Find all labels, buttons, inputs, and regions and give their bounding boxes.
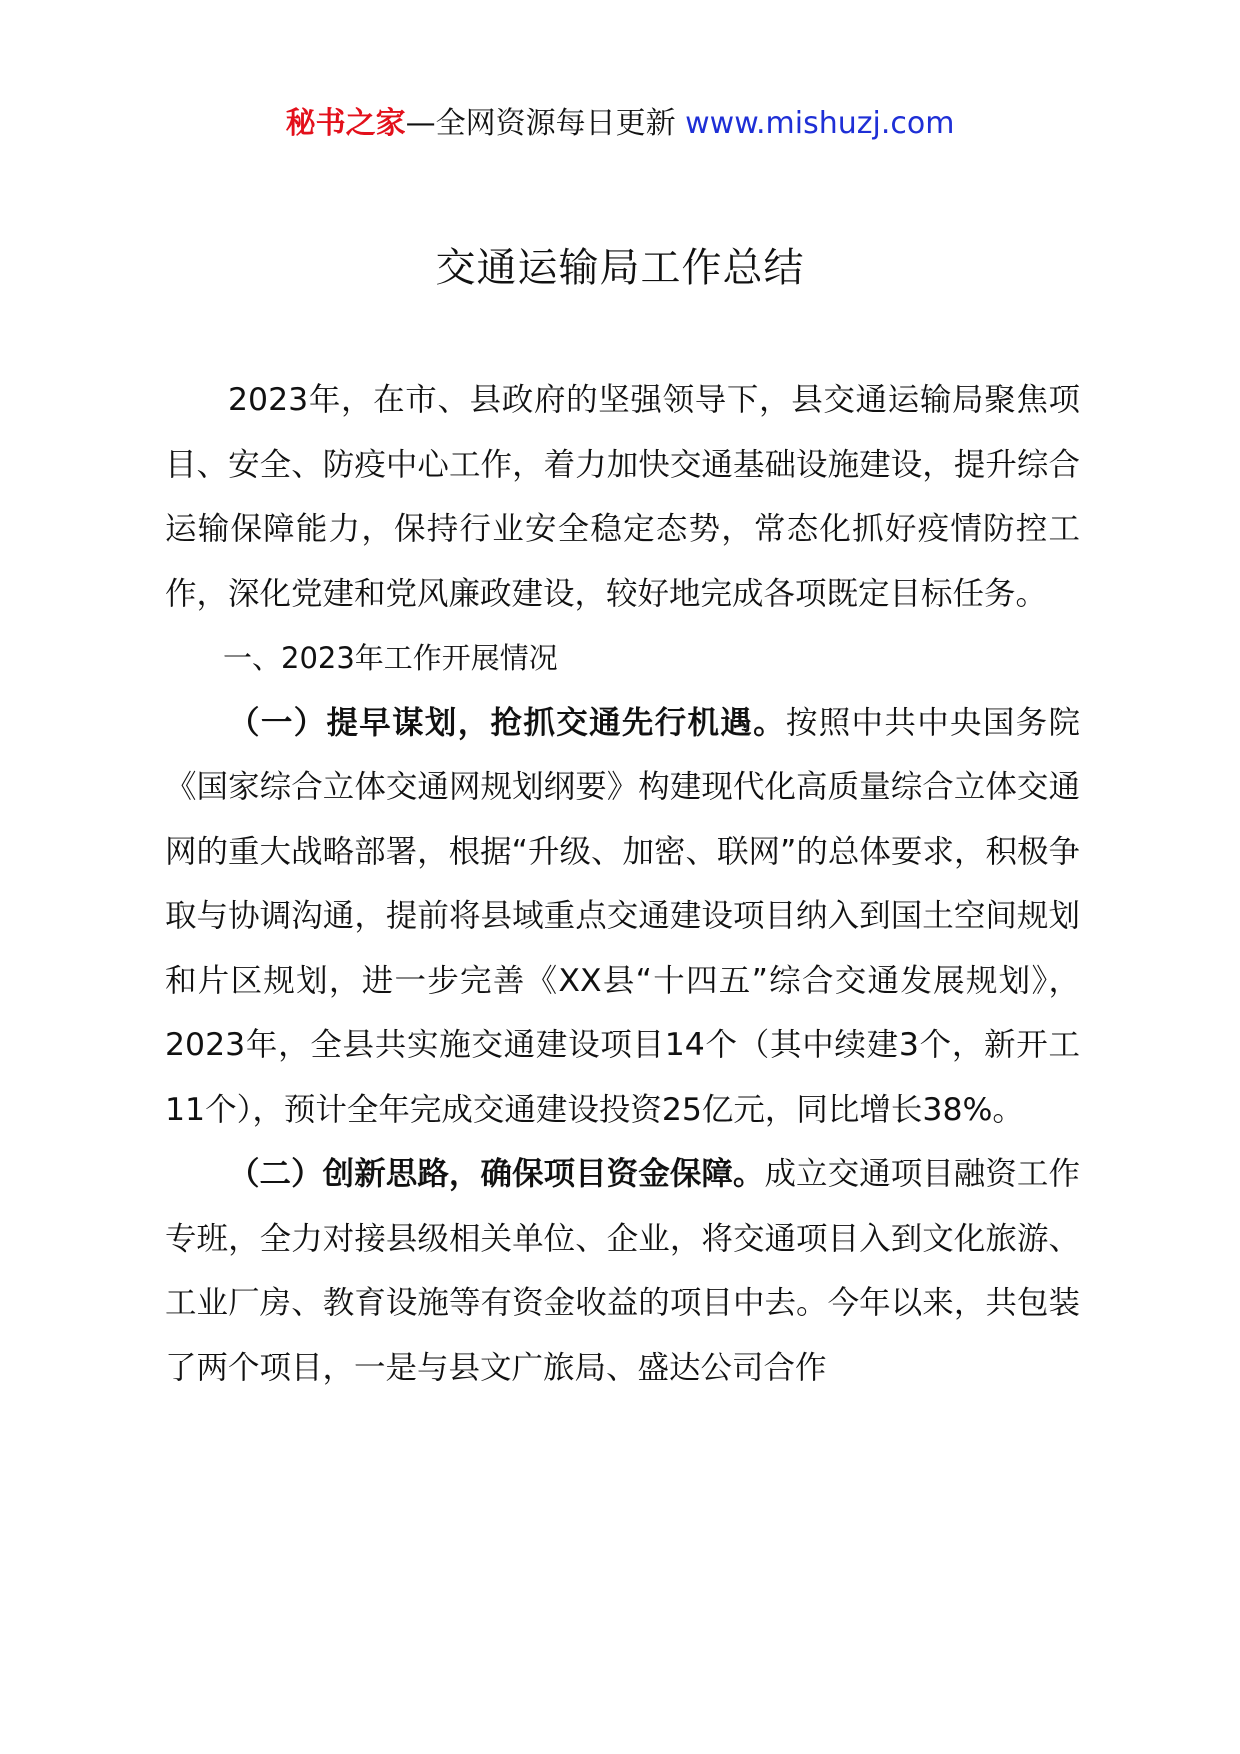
intro-paragraph: 2023年，在市、县政府的坚强领导下，县交通运输局聚焦项目、安全、防疫中心工作，着力加快交通基础设施建设，提升综合运输保障能力，保持行业安全稳定态势，常态化抓好疫情防控工作，深化党建和党风廉政建设，较好地完成各项既定目标任务。 xyxy=(165,382,1080,612)
item-paragraph-1 xyxy=(165,691,1080,1143)
item-paragraph-2 xyxy=(165,1142,1080,1400)
site-header xyxy=(0,100,1240,148)
site-brand: 秘书之家 xyxy=(285,106,406,141)
section-heading-1: 一、2023年工作开展情况 xyxy=(223,641,558,675)
site-url-link[interactable]: www.mishuzj.com xyxy=(685,106,955,141)
site-slogan: —全网资源每日更新 xyxy=(405,106,686,141)
document-title: 交通运输局工作总结 xyxy=(435,245,805,291)
item-text-2: 成立交通项目融资工作专班，全力对接县级相关单位、企业，将交通项目入到文化旅游、工业厂房、教育设施等有资金收益的项目中去。今年以来，共包装了两个项目，一是与县文广旅局、盛达公司合作 xyxy=(165,1156,1080,1386)
item-heading-1: （一）提早谋划，抢抓交通先行机遇。 xyxy=(228,704,786,741)
item-heading-2: （二）创新思路，确保项目资金保障。 xyxy=(228,1156,765,1192)
document-body xyxy=(165,368,1080,1400)
item-text-1: 按照中共中央国务院《国家综合立体交通网规划纲要》构建现代化高质量综合立体交通网的重大战略部署，根据“升级、加密、联网”的总体要求，积极争取与协调沟通，提前将县域重点交通建设项目纳入到国土空间规划和片区规划，进一步完善《XX县“十四五”综合交通发展规划》，2023年，全县共实施交通建设项目14个（其中续建3个，新开工11个），预计全年完成交通建设投资25亿元，同比增长38%。 xyxy=(165,704,1080,1128)
